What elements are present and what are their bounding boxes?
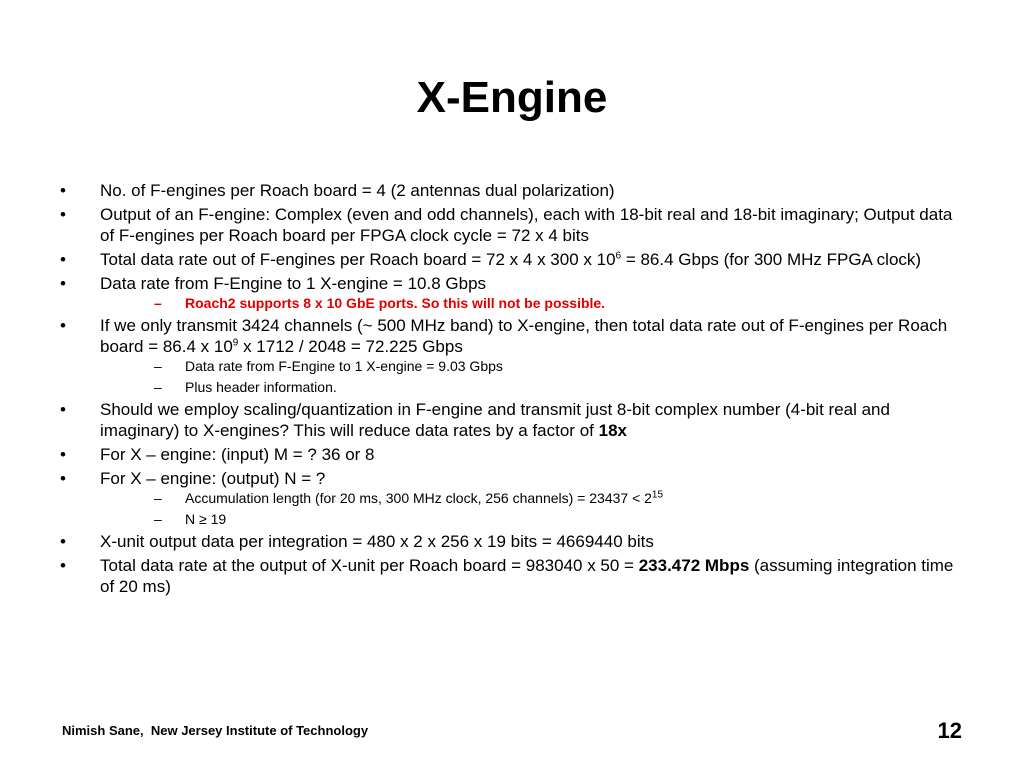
page-number: 12 <box>937 718 962 743</box>
bullet-text-post: = 86.4 Gbps (for 300 MHz FPGA clock) <box>621 250 922 269</box>
bullet-text-pre: If we only transmit 3424 channels (~ 500 MHz band) to X-engine, then total data rate out of F-engines per Roach board = 86.4 x 10 <box>100 316 948 356</box>
sub-bullet-item <box>140 378 970 396</box>
sub-bullet-text: N ≥ 19 <box>185 511 227 527</box>
sub-bullet-list <box>100 357 970 396</box>
bullet-text-pre: Should we employ scaling/quantization in F-engine and transmit just 8-bit complex number (4-bit real and imaginary) to X-engines? This will reduce data rates by a factor of <box>100 400 890 440</box>
bullet-text-post: x 1712 / 2048 = 72.225 Gbps <box>238 337 463 356</box>
bullet-list <box>60 180 970 600</box>
sub-bullet-text-pre: Accumulation length (for 20 ms, 300 MHz clock, 256 channels) = 23437 < 2 <box>185 490 652 506</box>
bullet-item <box>60 204 970 246</box>
sub-bullet-text: Data rate from F-Engine to 1 X-engine = 9.03 Gbps <box>185 358 503 374</box>
sub-bullet-item <box>140 357 970 375</box>
sub-bullet-text: Plus header information. <box>185 379 337 395</box>
sub-bullet-item-warning <box>140 294 970 312</box>
bullet-text-pre: Total data rate out of F-engines per Roach board = 72 x 4 x 300 x 10 <box>100 250 616 269</box>
sub-bullet-item <box>140 510 970 528</box>
slide-title: X-Engine <box>416 73 608 122</box>
sub-bullet-item <box>140 489 970 507</box>
bullet-text-bold: 18x <box>598 421 627 440</box>
bullet-item <box>60 555 970 597</box>
bullet-item <box>60 444 970 465</box>
bullet-item <box>60 273 970 312</box>
bullet-item <box>60 399 970 441</box>
bullet-text: X-unit output data per integration = 480 x 2 x 256 x 19 bits = 4669440 bits <box>100 532 654 551</box>
superscript: 15 <box>651 489 664 501</box>
bullet-text-bold: 233.472 Mbps <box>638 556 750 575</box>
bullet-item <box>60 531 970 552</box>
bullet-text: Output of an F-engine: Complex (even and odd channels), each with 18-bit real and 18-bit imaginary; Output data of F-engines per Roach board per FPGA clock cycle = 72 x 4 bits <box>100 205 953 245</box>
sub-bullet-list <box>100 489 970 528</box>
superscript: 9 <box>232 337 239 349</box>
bullet-text: No. of F-engines per Roach board = 4 (2 antennas dual polarization) <box>100 181 615 200</box>
superscript: 6 <box>615 250 622 262</box>
sub-bullet-text: Roach2 supports 8 x 10 GbE ports. So this will not be possible. <box>185 295 606 311</box>
bullet-text-post: (assuming integration time of 20 ms) <box>100 556 954 596</box>
footer-author: Nimish Sane, New Jersey Institute of Technology <box>62 723 369 738</box>
bullet-item <box>60 315 970 396</box>
bullet-text-pre: Total data rate at the output of X-unit per Roach board = 983040 x 50 = <box>100 556 639 575</box>
bullet-text: For X – engine: (output) N = ? <box>100 469 326 488</box>
bullet-text: Data rate from F-Engine to 1 X-engine = 10.8 Gbps <box>100 274 487 293</box>
bullet-item <box>60 180 970 201</box>
bullet-item <box>60 468 970 528</box>
sub-bullet-list <box>100 294 970 312</box>
bullet-item <box>60 249 970 270</box>
bullet-text: For X – engine: (input) M = ? 36 or 8 <box>100 445 375 464</box>
